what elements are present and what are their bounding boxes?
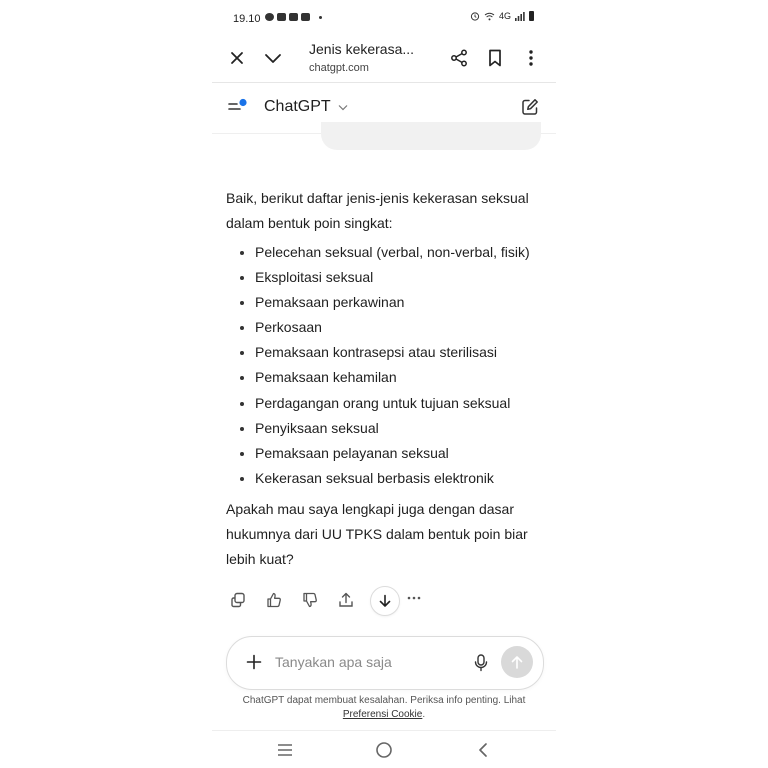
notification-icons: [265, 13, 322, 21]
wifi-icon: [484, 12, 495, 21]
more-notifications-icon: [319, 16, 322, 19]
message-icon: [265, 13, 274, 21]
list-item: • Perdagangan orang untuk tujuan seksual: [255, 391, 544, 416]
list-item: • Perkosaan: [255, 315, 544, 340]
prompt-input[interactable]: Tanyakan apa saja: [275, 654, 392, 670]
microphone-icon[interactable]: [471, 652, 491, 674]
phone-screen: [212, 0, 556, 768]
status-right: [470, 11, 534, 21]
list-item: • Kekerasan seksual berbasis elektronik: [255, 466, 544, 491]
mail-icon: [289, 13, 298, 21]
model-selector[interactable]: [264, 98, 348, 116]
more-vertical-icon[interactable]: [519, 46, 543, 70]
robot-icon: [277, 13, 286, 21]
recent-apps-icon[interactable]: [273, 739, 297, 761]
sidebar-menu-icon[interactable]: [226, 97, 250, 117]
list-item: • Pemaksaan kontrasepsi atau sterilisasi: [255, 340, 544, 365]
disclaimer-text: ChatGPT dapat membuat kesalahan. Periksa info penting. Lihat: [242, 695, 526, 706]
browser-toolbar: [212, 36, 556, 83]
list-item: • Pemaksaan perkawinan: [255, 290, 544, 315]
chevron-down-icon: [335, 102, 348, 114]
network-type: 4G: [498, 11, 511, 21]
signal-icon: [515, 12, 525, 21]
composer: [226, 636, 544, 690]
status-time: 19.10: [233, 13, 261, 25]
tab-url[interactable]: chatgpt.com: [309, 62, 369, 74]
book-icon: [301, 13, 310, 21]
violence-type-list: [226, 240, 544, 491]
message-intro: Baik, berikut daftar jenis-jenis kekerasan seksual dalam bentuk poin singkat:: [226, 190, 529, 231]
status-bar: [212, 0, 556, 36]
plus-icon[interactable]: [243, 651, 265, 673]
list-item: • Pemaksaan kehamilan: [255, 365, 544, 390]
arrow-down-icon: [378, 594, 392, 608]
message-actions: [226, 586, 370, 614]
thumbs-down-icon[interactable]: [298, 588, 322, 612]
list-item: • Eksploitasi seksual: [255, 265, 544, 290]
home-icon[interactable]: [372, 739, 396, 761]
back-icon[interactable]: [471, 739, 495, 761]
system-nav-bar: [212, 730, 556, 768]
battery-icon: [529, 11, 534, 21]
more-horizontal-icon[interactable]: [406, 591, 424, 605]
cookie-preferences-link[interactable]: Preferensi Cookie: [342, 709, 423, 720]
thumbs-up-icon[interactable]: [262, 588, 286, 612]
list-item: • Penyiksaan seksual: [255, 416, 544, 441]
disclaimer-suffix: .: [422, 709, 426, 720]
copy-icon[interactable]: [226, 588, 250, 612]
list-item: • Pemaksaan pelayanan seksual: [255, 441, 544, 466]
scroll-down-button[interactable]: [370, 586, 400, 616]
previous-user-message: [321, 122, 541, 150]
share-icon[interactable]: [447, 46, 471, 70]
tab-title[interactable]: Jenis kekerasa...: [309, 41, 415, 57]
chevron-down-icon[interactable]: [261, 46, 285, 70]
app-title: ChatGPT: [264, 98, 331, 115]
share-upload-icon[interactable]: [334, 588, 358, 612]
message-question: Apakah mau saya lengkapi juga dengan dasar hukumnya dari UU TPKS dalam bentuk poin biar lebih kuat?: [226, 500, 528, 567]
alarm-icon: [470, 11, 480, 21]
assistant-message: [226, 186, 544, 572]
bookmark-icon[interactable]: [483, 46, 507, 70]
send-button[interactable]: [501, 646, 533, 678]
new-chat-icon[interactable]: [520, 97, 542, 119]
arrow-up-icon: [511, 655, 523, 669]
list-item: • Pelecehan seksual (verbal, non-verbal, fisik): [255, 240, 544, 265]
disclaimer: [212, 694, 556, 722]
close-icon[interactable]: [225, 46, 249, 70]
